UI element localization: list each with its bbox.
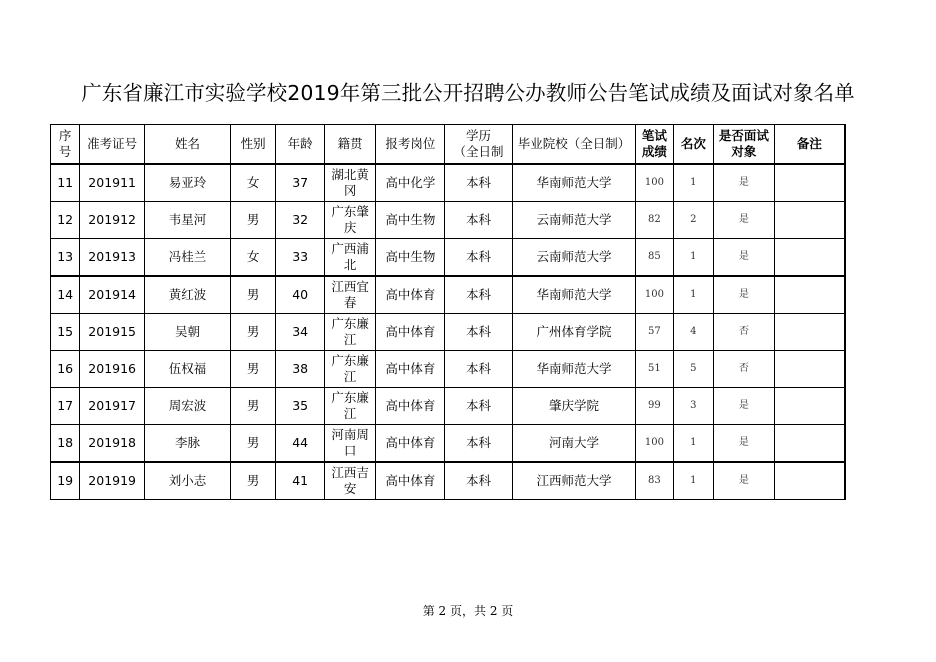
cell-age: 32 bbox=[276, 202, 325, 239]
cell-remark bbox=[774, 164, 845, 202]
cell-exam-no: 201915 bbox=[80, 314, 145, 351]
cell-remark bbox=[774, 276, 845, 314]
cell-rank: 1 bbox=[673, 425, 713, 463]
cell-interview: 是 bbox=[714, 202, 775, 239]
cell-rank: 4 bbox=[673, 314, 713, 351]
cell-rank: 1 bbox=[673, 239, 713, 277]
cell-seq: 17 bbox=[51, 388, 80, 425]
cell-position: 高中体育 bbox=[376, 425, 445, 463]
cell-school: 华南师范大学 bbox=[512, 276, 635, 314]
cell-school: 广州体育学院 bbox=[512, 314, 635, 351]
cell-seq: 13 bbox=[51, 239, 80, 277]
candidate-table bbox=[50, 124, 846, 500]
cell-seq: 18 bbox=[51, 425, 80, 463]
cell-rank: 3 bbox=[673, 388, 713, 425]
header-education: 学历 （全日制 bbox=[445, 125, 513, 165]
cell-name: 易亚玲 bbox=[145, 164, 231, 202]
cell-exam-no: 201918 bbox=[80, 425, 145, 463]
cell-origin: 湖北黄 冈 bbox=[324, 164, 376, 202]
cell-position: 高中生物 bbox=[376, 239, 445, 277]
cell-gender: 男 bbox=[230, 314, 275, 351]
cell-rank: 1 bbox=[673, 276, 713, 314]
table-row bbox=[51, 276, 846, 314]
cell-position: 高中体育 bbox=[376, 351, 445, 388]
cell-school: 云南师范大学 bbox=[512, 202, 635, 239]
cell-origin: 广西浦 北 bbox=[324, 239, 376, 277]
table-row bbox=[51, 425, 846, 463]
header-row bbox=[51, 125, 846, 165]
cell-education: 本科 bbox=[445, 164, 513, 202]
cell-seq: 11 bbox=[51, 164, 80, 202]
cell-name: 冯桂兰 bbox=[145, 239, 231, 277]
cell-gender: 男 bbox=[230, 388, 275, 425]
header-gender: 性别 bbox=[230, 125, 275, 165]
cell-origin: 广东廉 江 bbox=[324, 388, 376, 425]
cell-gender: 男 bbox=[230, 276, 275, 314]
cell-gender: 男 bbox=[230, 462, 275, 500]
cell-age: 34 bbox=[276, 314, 325, 351]
cell-rank: 2 bbox=[673, 202, 713, 239]
header-age: 年龄 bbox=[276, 125, 325, 165]
table-row bbox=[51, 462, 846, 500]
header-name: 姓名 bbox=[145, 125, 231, 165]
cell-gender: 女 bbox=[230, 239, 275, 277]
cell-seq: 16 bbox=[51, 351, 80, 388]
cell-education: 本科 bbox=[445, 462, 513, 500]
table-row bbox=[51, 164, 846, 202]
cell-interview: 是 bbox=[714, 164, 775, 202]
cell-origin: 广东廉 江 bbox=[324, 314, 376, 351]
cell-score: 100 bbox=[636, 425, 673, 463]
cell-origin: 广东肇 庆 bbox=[324, 202, 376, 239]
cell-seq: 19 bbox=[51, 462, 80, 500]
cell-exam-no: 201919 bbox=[80, 462, 145, 500]
cell-rank: 5 bbox=[673, 351, 713, 388]
cell-remark bbox=[774, 388, 845, 425]
table-row bbox=[51, 202, 846, 239]
cell-education: 本科 bbox=[445, 202, 513, 239]
cell-seq: 12 bbox=[51, 202, 80, 239]
cell-age: 40 bbox=[276, 276, 325, 314]
cell-seq: 14 bbox=[51, 276, 80, 314]
header-position: 报考岗位 bbox=[376, 125, 445, 165]
cell-score: 83 bbox=[636, 462, 673, 500]
cell-gender: 男 bbox=[230, 202, 275, 239]
header-score: 笔试 成绩 bbox=[636, 125, 673, 165]
header-seq: 序 号 bbox=[51, 125, 80, 165]
cell-interview: 是 bbox=[714, 462, 775, 500]
header-school: 毕业院校（全日制） bbox=[512, 125, 635, 165]
cell-position: 高中体育 bbox=[376, 276, 445, 314]
cell-gender: 男 bbox=[230, 425, 275, 463]
cell-school: 江西师范大学 bbox=[512, 462, 635, 500]
header-interview: 是否面试 对象 bbox=[714, 125, 775, 165]
cell-education: 本科 bbox=[445, 425, 513, 463]
table-row bbox=[51, 351, 846, 388]
cell-age: 38 bbox=[276, 351, 325, 388]
cell-remark bbox=[774, 202, 845, 239]
table-row bbox=[51, 314, 846, 351]
cell-education: 本科 bbox=[445, 239, 513, 277]
cell-age: 33 bbox=[276, 239, 325, 277]
cell-name: 吴朝 bbox=[145, 314, 231, 351]
cell-origin: 江西宜 春 bbox=[324, 276, 376, 314]
cell-interview: 是 bbox=[714, 425, 775, 463]
cell-education: 本科 bbox=[445, 388, 513, 425]
cell-interview: 是 bbox=[714, 276, 775, 314]
cell-score: 51 bbox=[636, 351, 673, 388]
header-exam-no: 准考证号 bbox=[80, 125, 145, 165]
cell-remark bbox=[774, 351, 845, 388]
cell-age: 44 bbox=[276, 425, 325, 463]
table-row bbox=[51, 239, 846, 277]
cell-gender: 女 bbox=[230, 164, 275, 202]
cell-score: 82 bbox=[636, 202, 673, 239]
cell-position: 高中体育 bbox=[376, 388, 445, 425]
cell-education: 本科 bbox=[445, 314, 513, 351]
table-row bbox=[51, 388, 846, 425]
cell-gender: 男 bbox=[230, 351, 275, 388]
cell-exam-no: 201914 bbox=[80, 276, 145, 314]
cell-interview: 是 bbox=[714, 388, 775, 425]
cell-rank: 1 bbox=[673, 164, 713, 202]
cell-remark bbox=[774, 239, 845, 277]
cell-name: 李脉 bbox=[145, 425, 231, 463]
document-title: 广东省廉江市实验学校2019年第三批公开招聘公办教师公告笔试成绩及面试对象名单 bbox=[81, 81, 855, 105]
cell-name: 周宏波 bbox=[145, 388, 231, 425]
cell-age: 37 bbox=[276, 164, 325, 202]
cell-school: 肇庆学院 bbox=[512, 388, 635, 425]
cell-school: 河南大学 bbox=[512, 425, 635, 463]
page-footer: 第 2 页，共 2 页 bbox=[422, 604, 514, 618]
cell-school: 华南师范大学 bbox=[512, 351, 635, 388]
cell-position: 高中体育 bbox=[376, 462, 445, 500]
cell-school: 云南师范大学 bbox=[512, 239, 635, 277]
cell-school: 华南师范大学 bbox=[512, 164, 635, 202]
header-remark: 备注 bbox=[774, 125, 845, 165]
cell-education: 本科 bbox=[445, 351, 513, 388]
cell-exam-no: 201917 bbox=[80, 388, 145, 425]
header-origin: 籍贯 bbox=[324, 125, 376, 165]
cell-exam-no: 201916 bbox=[80, 351, 145, 388]
cell-exam-no: 201911 bbox=[80, 164, 145, 202]
cell-interview: 是 bbox=[714, 239, 775, 277]
cell-score: 57 bbox=[636, 314, 673, 351]
cell-exam-no: 201913 bbox=[80, 239, 145, 277]
cell-interview: 否 bbox=[714, 351, 775, 388]
cell-score: 99 bbox=[636, 388, 673, 425]
cell-name: 伍权福 bbox=[145, 351, 231, 388]
cell-origin: 河南周 口 bbox=[324, 425, 376, 463]
cell-score: 100 bbox=[636, 276, 673, 314]
header-rank: 名次 bbox=[673, 125, 713, 165]
cell-score: 100 bbox=[636, 164, 673, 202]
cell-remark bbox=[774, 314, 845, 351]
cell-remark bbox=[774, 425, 845, 463]
cell-age: 35 bbox=[276, 388, 325, 425]
cell-position: 高中化学 bbox=[376, 164, 445, 202]
cell-interview: 否 bbox=[714, 314, 775, 351]
cell-position: 高中体育 bbox=[376, 314, 445, 351]
cell-origin: 广东廉 江 bbox=[324, 351, 376, 388]
cell-education: 本科 bbox=[445, 276, 513, 314]
cell-exam-no: 201912 bbox=[80, 202, 145, 239]
cell-position: 高中生物 bbox=[376, 202, 445, 239]
cell-seq: 15 bbox=[51, 314, 80, 351]
cell-origin: 江西吉 安 bbox=[324, 462, 376, 500]
cell-rank: 1 bbox=[673, 462, 713, 500]
cell-name: 黄红波 bbox=[145, 276, 231, 314]
cell-name: 刘小志 bbox=[145, 462, 231, 500]
cell-age: 41 bbox=[276, 462, 325, 500]
cell-score: 85 bbox=[636, 239, 673, 277]
cell-remark bbox=[774, 462, 845, 500]
cell-name: 韦星河 bbox=[145, 202, 231, 239]
